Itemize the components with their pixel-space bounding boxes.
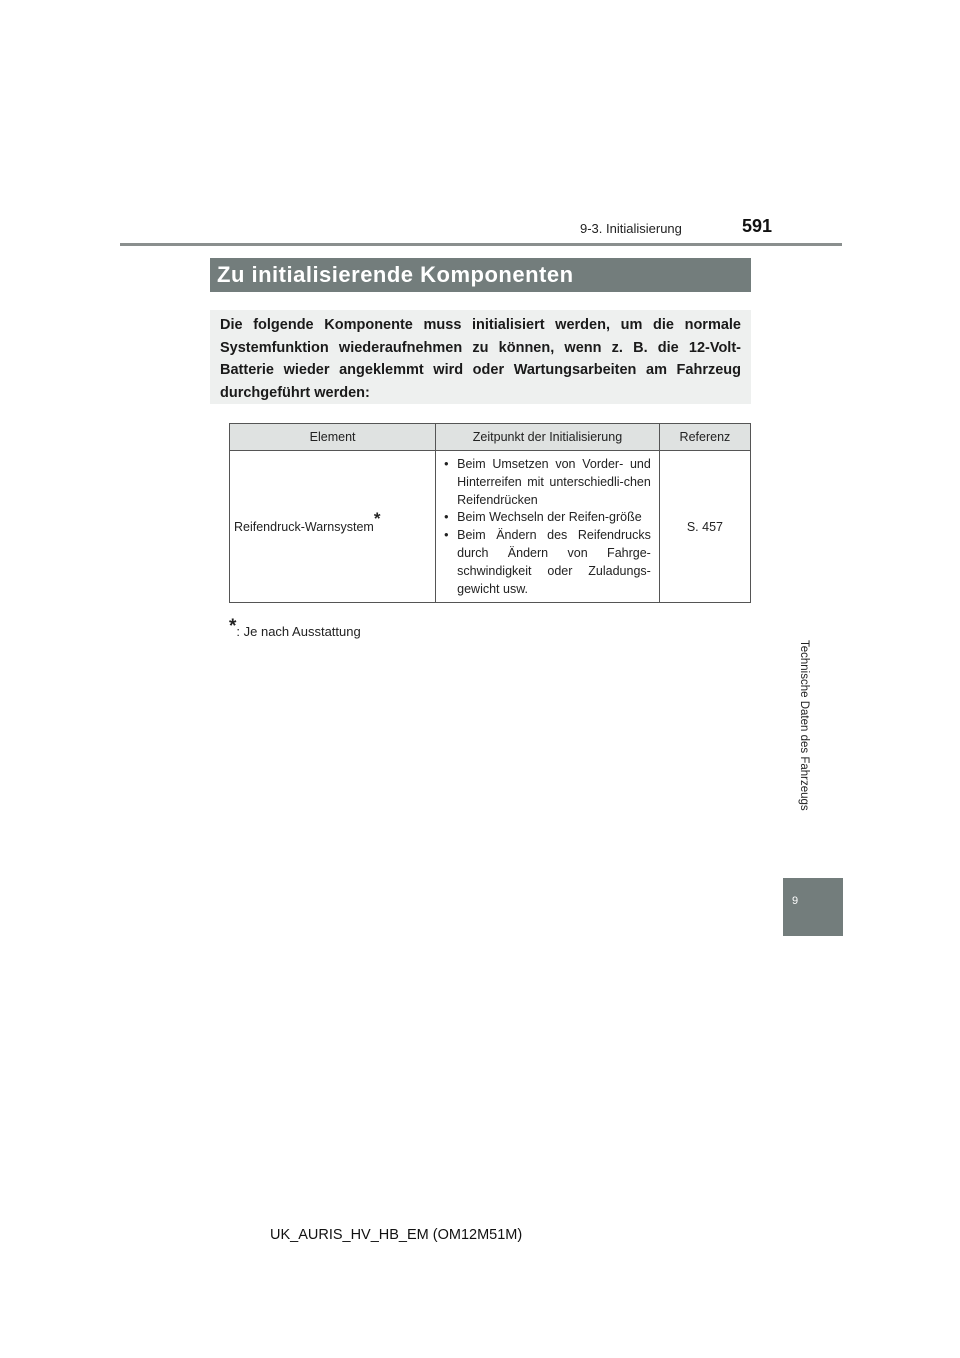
footnote-text: : Je nach Ausstattung [236, 624, 361, 639]
list-item: • Beim Wechseln der Reifen-größe [444, 509, 651, 527]
page-number: 591 [742, 216, 773, 236]
intro-text: Die folgende Komponente muss initialisiert werden, um die normale Systemfunktion wiederaufnehmen zu können, wenn z. B. die 12-Volt-Batterie wieder angeklemmt wird oder Wartungsarbeiten am Fahrzeug durchgeführt werden: [210, 310, 751, 404]
footnote [229, 616, 361, 639]
list-item: • Beim Ändern des Reifendrucks durch Ändern von Fahrge-schwindigkeit oder Zuladungs-gewicht usw. [444, 527, 651, 598]
header-divider [120, 243, 842, 246]
timing-list [444, 456, 651, 598]
footnote-marker: * [229, 616, 237, 637]
footnote-marker: * [373, 509, 381, 529]
column-header-reference: Referenz [659, 424, 750, 451]
column-header-timing: Zeitpunkt der Initialisierung [436, 424, 660, 451]
reference-cell: S. 457 [659, 451, 750, 603]
column-header-element: Element [230, 424, 436, 451]
section-title: Zu initialisierende Komponenten [210, 258, 751, 292]
element-name: Reifendruck-Warnsystem [234, 520, 374, 535]
timing-cell [436, 451, 660, 603]
chapter-tab [783, 878, 843, 936]
list-item: • Beim Umsetzen von Vorder- und Hinterreifen mit unterschiedli-chen Reifendrücken [444, 456, 651, 509]
table-header-row [230, 424, 751, 451]
document-code: UK_AURIS_HV_HB_EM (OM12M51M) [270, 1227, 523, 1243]
chapter-side-label: Technische Daten des Fahrzeugs [798, 640, 810, 811]
initialization-table [229, 423, 751, 603]
section-label: 9-3. Initialisierung [580, 221, 682, 236]
chapter-number: 9 [792, 895, 799, 907]
table-row [230, 451, 751, 603]
element-cell [230, 451, 436, 603]
